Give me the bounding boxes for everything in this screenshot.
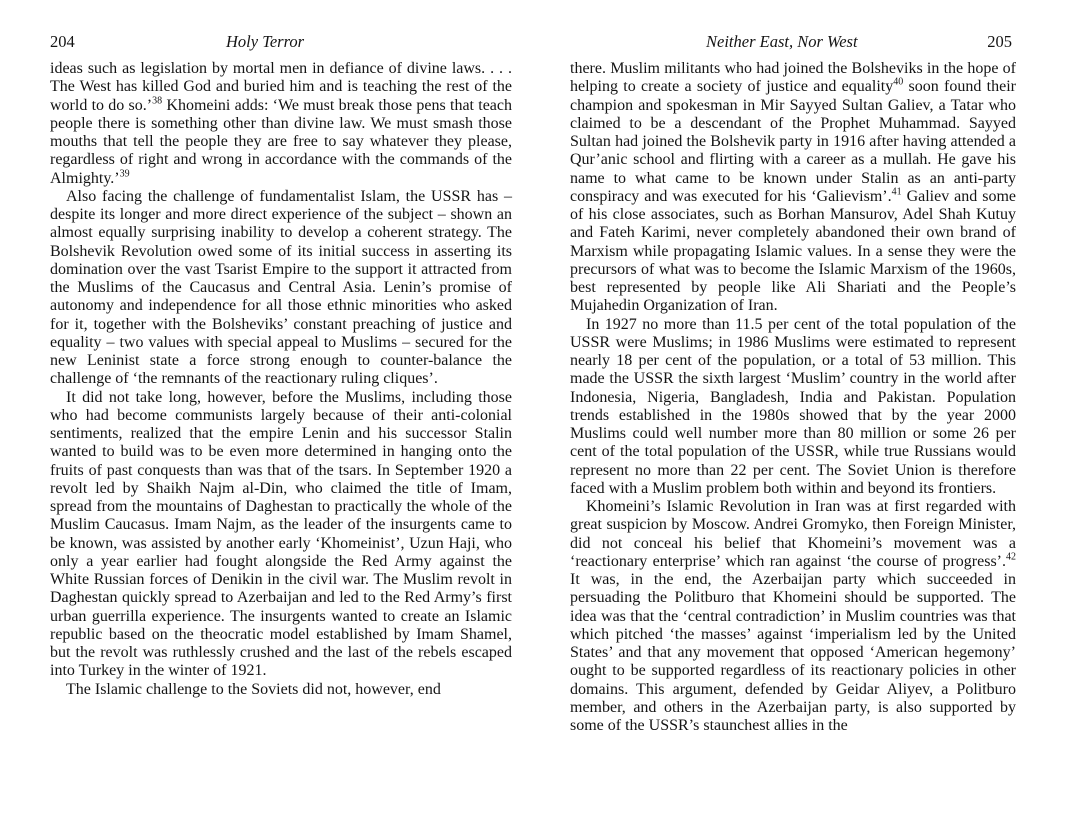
footnote-ref: 42 bbox=[1006, 551, 1016, 563]
paragraph bbox=[50, 188, 512, 389]
running-title-left: Holy Terror bbox=[226, 32, 305, 51]
paragraph-text: In 1927 no more than 11.5 per cent of the total population of the USSR were Muslims; in 1986 Muslims were estimated to represent nearly 18 per cent of the population, or a total of 53 million. This made the USSR the sixth largest ‘Muslim’ country in the world after Indonesia, Nigeria, Bangladesh, India and Pakistan. Population trends established in the 1980s showed that by the year 2000 Muslims could well number more than 80 million or some 26 per cent of the total population of the USSR, while true Russians would represent no more than 22 per cent. The Soviet Union is therefore faced with a Muslim problem both within and beyond its frontiers. bbox=[570, 315, 1016, 497]
paragraph-text: Khomeini’s Islamic Revolution in Iran was at first regarded with great suspicion by Moscow. Andrei Gromyko, then Foreign Minister, did not conceal his belief that Khomeini’s movement was a ‘reactionary enterprise’ which ran against ‘the course of progress’. bbox=[570, 498, 1016, 570]
paragraph-text: The Islamic challenge to the Soviets did not, however, end bbox=[66, 680, 441, 698]
running-title-right: Neither East, Nor West bbox=[706, 32, 858, 51]
footnote-ref: 40 bbox=[893, 76, 904, 88]
paragraph bbox=[50, 389, 512, 681]
paragraph-text: It was, in the end, the Azerbaijan party which succeeded in persuading the Politburo that Khomeini should be supported. The idea was that the ‘central contradiction’ in Muslim countries was that which pitched ‘the masses’ against ‘imperialism led by the United States’ and that any movement that opposed ‘American hegemony’ ought to be supported regardless of its reactionary policies in other domains. This argument, defended by Geidar Aliyev, a Politburo member, and others in the Azerbaijan party, is also supported by some of the USSR’s staunchest allies in the bbox=[570, 571, 1016, 734]
paragraph bbox=[570, 498, 1016, 735]
paragraph-text: ideas such as legislation by mortal men in defiance of divine laws. . . . The West has killed God and buried him and is teaching the rest of the world to do so.’ bbox=[50, 60, 512, 114]
page-number-right: 205 bbox=[987, 32, 1012, 51]
left-running-head bbox=[50, 30, 512, 54]
paragraph-text: It did not take long, however, before the Muslims, including those who had become communists largely because of their anti-colonial sentiments, realized that the empire Lenin and his successor Stalin wanted to build was to be even more determined in hanging onto the fruits of past conquests than was that of the tsars. In September 1920 a revolt led by Shaikh Najm al-Din, who claimed the title of Imam, spread from the mountains of Daghestan to practically the whole of the Muslim Caucasus. Imam Najm, as the leader of the insurgents came to be known, was assisted by another early ‘Khomeinist’, Uzun Haji, who only a year earlier had fought alongside the Red Army against the White Russian forces of Denikin in the civil war. The Muslim revolt in Daghestan quickly spread to Azerbaijan and led to the Red Army’s first urban guerrilla experience. The insurgents wanted to create an Islamic republic based on the theocratic model established by Imam Shamel, but the revolt was ruthlessly crushed and the last of the rebels escaped into Turkey in the winter of 1921. bbox=[50, 388, 512, 680]
footnote-ref: 38 bbox=[152, 95, 163, 107]
paragraph-text: Khomeini adds: ‘We must break those pens that teach people there is something other than divine law. We must smash those mouths that tell the people they are free to say whatever they please, regardless of right and wrong in accordance with the commands of the Almighty.’ bbox=[50, 96, 512, 187]
left-text-block bbox=[50, 60, 512, 699]
right-running-head bbox=[570, 30, 1016, 54]
paragraph-text: there. Muslim militants who had joined the Bolsheviks in the hope of helping to create a society of justice and equality bbox=[570, 60, 1016, 96]
paragraph-text: Galiev and some of his close associates, such as Borhan Mansurov, Adel Shah Kutuy and Fateh Karimi, never completely abandoned their own brand of Marxism while propagating Islamic values. In a sense they were the precursors of what was to become the Islamic Marxism of the 1960s, best represented by people like Ali Shariati and the People’s Mujahedin Organization of Iran. bbox=[570, 187, 1016, 315]
footnote-ref: 39 bbox=[119, 168, 130, 180]
left-page bbox=[50, 30, 512, 699]
paragraph-text: Also facing the challenge of fundamentalist Islam, the USSR has – despite its longer and more direct experience of the subject – shown an almost equally surprising inability to develop a coherent strategy. The Bolshevik Revolution owed some of its initial success in asserting its domination over the vast Tsarist Empire to the support it attracted from the Muslims of the Caucasus and Central Asia. Lenin’s promise of autonomy and independence for all those ethnic minorities who asked for it, together with the Bolsheviks’ constant preaching of justice and equality – two values with special appeal to Muslims – secured for the new Leninist state a force strong enough to counter-balance the challenge of ‘the remnants of the reactionary ruling cliques’. bbox=[50, 187, 512, 388]
paragraph bbox=[570, 316, 1016, 499]
right-text-block bbox=[570, 60, 1016, 735]
paragraph bbox=[50, 681, 512, 699]
page-number-left: 204 bbox=[50, 32, 75, 51]
right-page bbox=[570, 30, 1016, 735]
paragraph-text: soon found their champion and spokesman in Mir Sayyed Sultan Galiev, a Tatar who claimed to be a descendant of the Prophet Muhammad. Sayyed Sultan had joined the Bolshevik party in 1916 after having attended a Qur’anic school and flirting with a career as a mullah. He gave his name to what came to be known under Stalin as an anti-party conspiracy and was executed for his ‘Galievism’. bbox=[570, 78, 1017, 205]
paragraph bbox=[50, 60, 512, 188]
footnote-ref: 41 bbox=[891, 186, 902, 198]
paragraph bbox=[570, 60, 1016, 316]
